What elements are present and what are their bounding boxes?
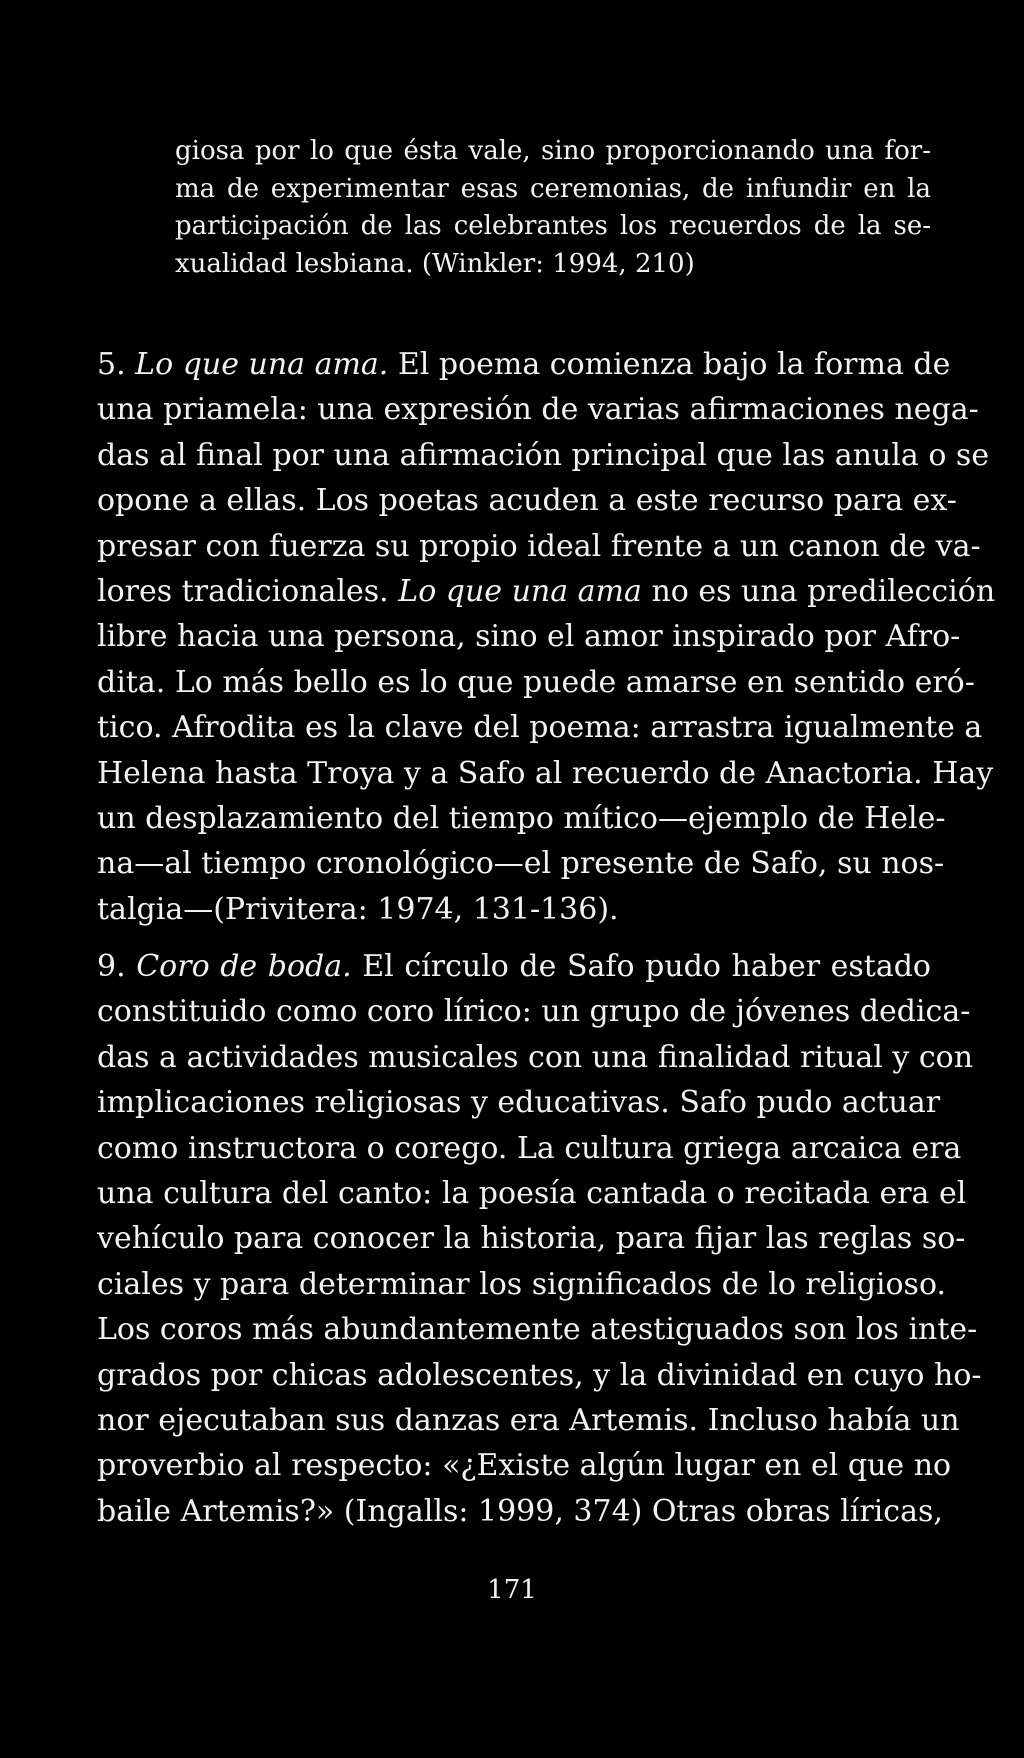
note-5-line: una priamela: una expresión de varias afirmaciones nega-	[97, 392, 979, 428]
note-9-line: das a actividades musicales con una finalidad ritual y con	[97, 1039, 974, 1075]
note-5	[97, 342, 996, 932]
note-5-inline-title: Lo que una ama	[398, 574, 642, 610]
note-9-line: vehículo para conocer la historia, para fijar las reglas so-	[97, 1221, 966, 1257]
quote-line: participación de las celebrantes los recuerdos de la se-	[175, 211, 931, 242]
quote-line: ma de experimentar esas ceremonias, de infundir en la	[175, 173, 931, 204]
note-5-number: 5.	[97, 347, 126, 382]
note-5-line: na—al tiempo cronológico—el presente de Safo, su nos-	[97, 846, 945, 882]
note-5-line: dita. Lo más bello es lo que puede amarse en sentido eró-	[97, 664, 975, 700]
note-5-line: Helena hasta Troya y a Safo al recuerdo de Anactoria. Hay	[97, 755, 994, 791]
note-5-line: das al final por una afirmación principal que las anula o se	[97, 437, 990, 473]
note-9-line: implicaciones religiosas y educativas. Safo pudo actuar	[97, 1085, 941, 1121]
note-9-number: 9.	[97, 949, 126, 984]
note-5-line: tico. Afrodita es la clave del poema: arrastra igualmente a	[97, 710, 983, 746]
note-5-line	[97, 569, 996, 614]
page-number: 171	[487, 1575, 537, 1605]
quote-line: giosa por lo que ésta vale, sino proporcionando una for-	[175, 136, 931, 166]
note-5-title: Lo que una ama.	[135, 347, 389, 382]
block-quote	[175, 133, 931, 283]
note-5-line: un desplazamiento del tiempo mítico—ejemplo de Hele-	[97, 801, 946, 837]
note-9-line: una cultura del canto: la poesía cantada o recitada era el	[97, 1176, 967, 1212]
note-9-first-line-text: El círculo de Safo pudo haber estado	[362, 949, 931, 984]
note-9-line: nor ejecutaban sus danzas era Artemis. Incluso había un	[97, 1403, 960, 1439]
note-9	[97, 944, 982, 1534]
quote-line: xualidad lesbiana. (Winkler: 1994, 210)	[175, 248, 695, 279]
note-9-line: grados por chicas adolescentes, y la divinidad en cuyo ho-	[97, 1357, 982, 1393]
note-9-line: proverbio al respecto: «¿Existe algún lugar en el que no	[97, 1448, 952, 1484]
note-9-line: como instructora o corego. La cultura griega arcaica era	[97, 1130, 962, 1166]
note-9-line: ciales y para determinar los significados de lo religioso.	[97, 1266, 947, 1302]
note-5-first-line-text: El poema comienza bajo la forma de	[397, 347, 951, 382]
note-5-first-line	[97, 342, 951, 387]
note-9-line: constituido como coro lírico: un grupo de jóvenes dedica-	[97, 994, 971, 1030]
note-9-first-line	[97, 944, 931, 989]
note-5-line: libre hacia una persona, sino el amor inspirado por Afro-	[97, 619, 961, 655]
note-9-title: Coro de boda.	[136, 949, 352, 984]
note-5-line: opone a ellas. Los poetas acuden a este recurso para ex-	[97, 483, 957, 519]
note-5-last-line: talgia—(Privitera: 1974, 131-136).	[97, 891, 619, 927]
note-5-line: presar con fuerza su propio ideal frente a un canon de va-	[97, 528, 981, 564]
note-5-line-text: lores tradicionales.	[97, 574, 389, 610]
note-9-line: baile Artemis?» (Ingalls: 1999, 374) Otras obras líricas,	[97, 1493, 943, 1529]
note-5-line-text: no es una predilección	[651, 574, 996, 610]
note-9-line: Los coros más abundantemente atestiguados son los inte-	[97, 1312, 978, 1348]
